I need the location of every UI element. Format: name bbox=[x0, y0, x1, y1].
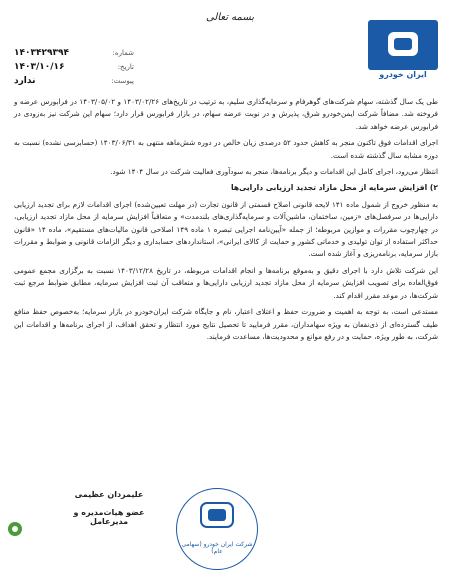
meta-value: ۱۴۰۳/۱۰/۱۶ bbox=[14, 62, 65, 72]
stamp-text: شرکت ایران خودرو (سهامی عام) bbox=[181, 541, 253, 555]
company-logo bbox=[360, 20, 446, 88]
paragraph: اجرای اقدامات فوق تاکنون منجر به کاهش حدود ۵۲ درصدی زیان خالص در دوره شش‌ماهه منتهی به ۱۴۰۳/۰۶/۳۱ (حسابرسی نشده) نسبت به دوره مشابه سال گذشته شده است. bbox=[14, 138, 438, 160]
meta-label: تاریخ: bbox=[117, 63, 134, 71]
logo-text: ایران خودرو bbox=[379, 70, 427, 79]
paragraph: انتظار می‌رود، اجرای کامل این اقدامات و دیگر برنامه‌ها، منجر به سودآوری فعالیت شرکت در سال ۱۴۰۴ شود. bbox=[110, 167, 438, 177]
meta-label: پیوست: bbox=[111, 77, 134, 85]
letter-body bbox=[14, 96, 438, 347]
paragraph: این شرکت تلاش دارد با اجرای دقیق و به‌موقع برنامه‌ها و انجام اقدامات مربوطه، در تاریخ ۱۴۰۳/۱۲/۲۸ نسبت به برگزاری مجمع عمومی فوق‌العاده برای تصویب افزایش سرمایه از محل مازاد تجدید ارزیابی دارایی‌ها و متعاقب آن ثبت افزایش سرمایه، مطابق ضوابط مرجع ثبت شرکت‌ها، در موعد مقرر اقدام کند. bbox=[14, 265, 438, 300]
section-heading: ۲) افزایش سرمایه از محل مازاد تجدید ارزیابی دارایی‌ها bbox=[231, 183, 438, 193]
meta-value: ۱۴۰۳۴۲۹۳۹۴ bbox=[14, 48, 69, 58]
signer-title: عضو هیات‌مدیره و مدیرعامل bbox=[73, 508, 145, 526]
letter-meta bbox=[14, 46, 134, 88]
meta-label: شماره: bbox=[112, 49, 134, 57]
logo-badge-icon bbox=[368, 20, 438, 70]
meta-value: ندارد bbox=[14, 76, 36, 86]
meta-date bbox=[14, 60, 134, 74]
basmala: بسمه تعالی bbox=[205, 12, 255, 23]
company-stamp bbox=[176, 488, 258, 570]
signature-block bbox=[66, 490, 152, 526]
meta-attachment bbox=[14, 74, 134, 88]
green-emblem-icon bbox=[6, 520, 24, 538]
meta-number bbox=[14, 46, 134, 60]
paragraph: مستدعی است، به توجه به اهمیت و ضرورت حفظ و اعتلای اعتبار، نام و جایگاه شرکت ایران‌خودرو در بازار سرمایه؛ به‌خصوص حفظ منافع طیف گسترده‌ای از ذی‌نفعان به ویژه سهامداران، مقرر فرمایید تا تحصیل نتایج مورد انتظار و تحقق اهداف، از اجرای برنامه‌ها و اقدامات این شرکت، به طور ویژه، حمایت و در رفع موانع و محدودیت‌ها، مساعدت فرمایند. bbox=[14, 307, 438, 341]
paragraph: طی یک سال گذشته، سهام شرکت‌های گوهرفام و سرمایه‌گذاری سلیم، به ترتیب در تاریخ‌های ۱۴۰۳/۰۲/۲۶ و ۱۴۰۳/۰۵/۰۲ در فرابورس عرضه و فروخته شد. مضافاً شرکت ایمن‌خودرو شرق، پذیرش و در نوبت عرضه سهام، در بازار فرابورس قرار دارد؛ سهام این شرکت نیز به‌زودی در فرابورس عرضه خواهد شد. bbox=[14, 97, 438, 131]
signer-name: علیمردان عظیمی bbox=[74, 490, 144, 499]
paragraph: به منظور خروج از شمول ماده ۱۴۱ لایحه قانونی اصلاح قسمتی از قانون تجارت (در مهلت تعیین‌شده) اجرای اقدامات لازم برای تجدید ارزیابی دارایی‌ها در سرفصل‌های «زمین، ساختمان، ماشین‌آلات و سرمایه‌گذاری‌های بلندمدت» و متعاقباً افزایش سرمایه از محل مازاد تجدید ارزیابی، در چهارچوب مقررات و موازین مربوطه؛ از جمله «آیین‌نامه اجرایی تبصره ۱ ماده ۱۴۹ اصلاحی قانون مالیات‌های مستقیم»، ماده ۱۴ «قانون حداکثر استفاده از توان تولیدی و خدماتی کشور و حمایت از کالای ایرانی»، استانداردهای حسابداری و دیگر الزامات قانونی و ضوابط و مقررات بازار سرمایه، برنامه‌ریزی و آغاز شده است. bbox=[14, 199, 438, 259]
